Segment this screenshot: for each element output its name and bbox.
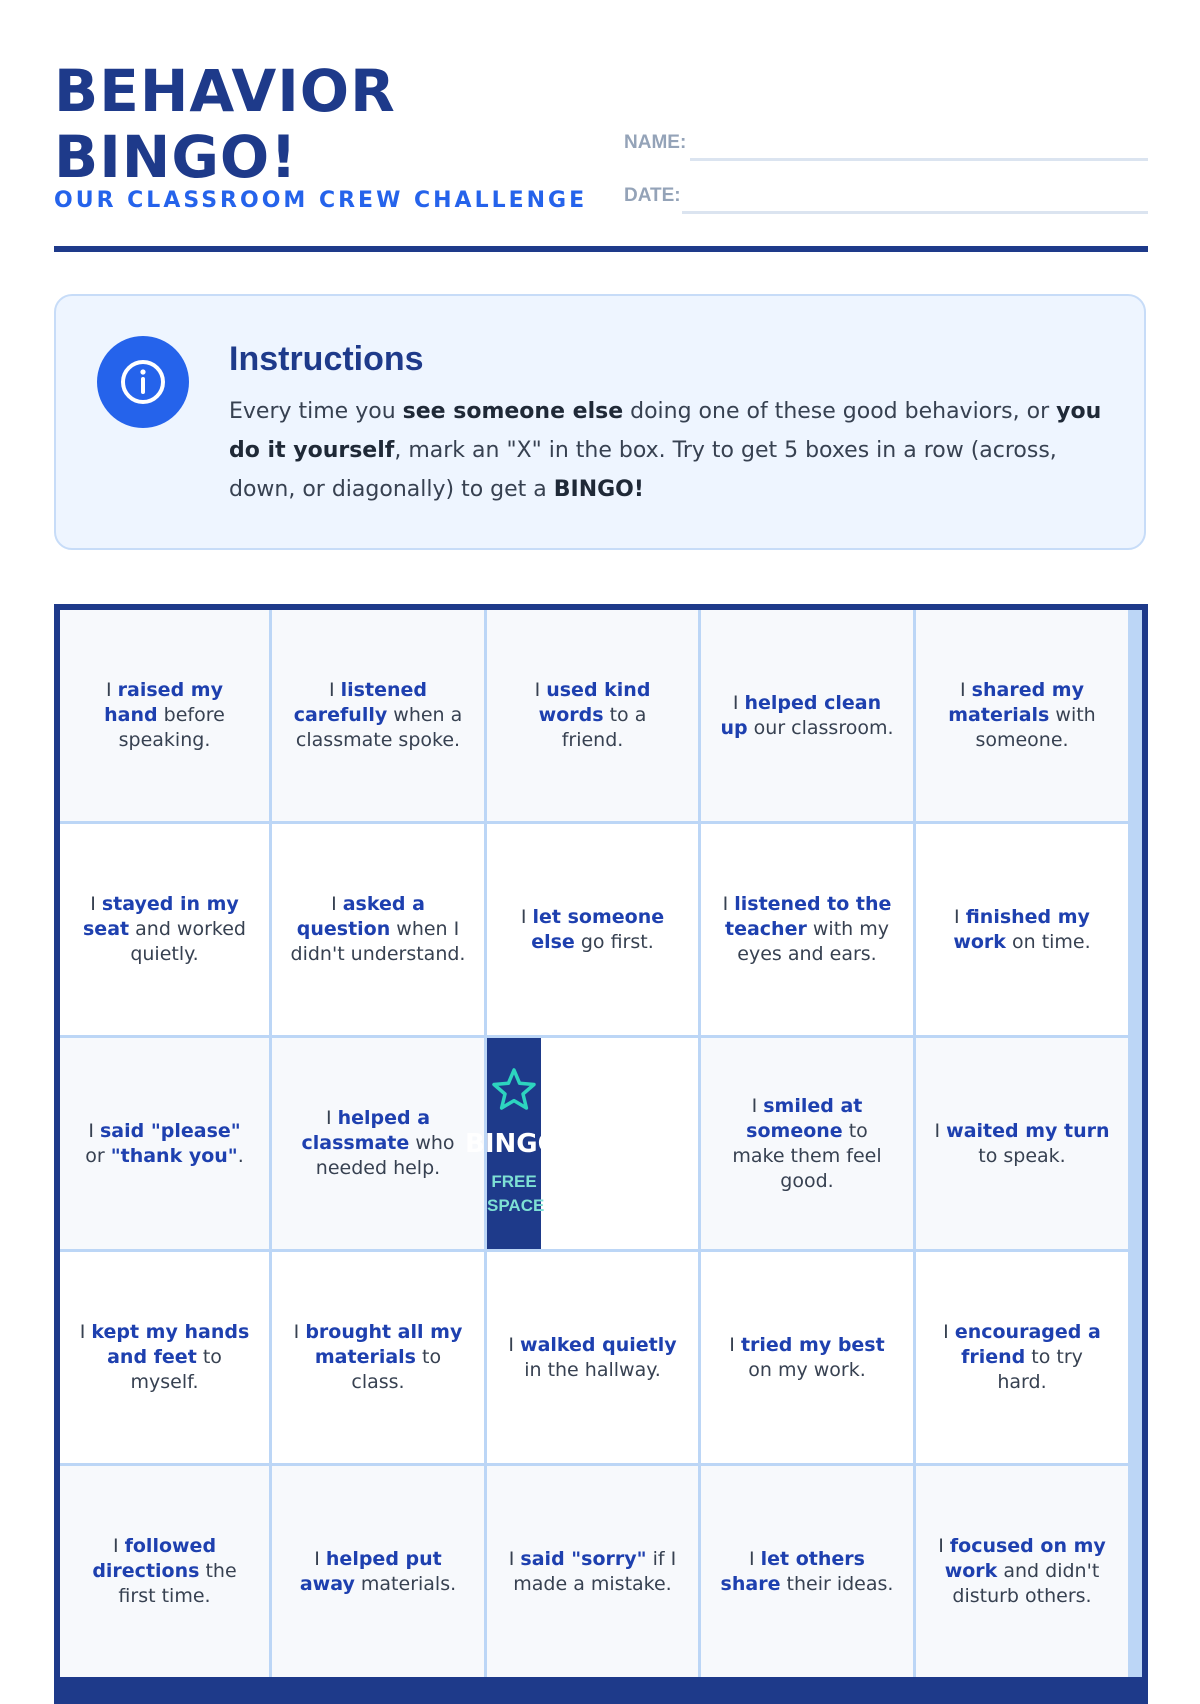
- header-divider: [54, 246, 1148, 252]
- bingo-cell-text: I kept my hands and feet to myself.: [79, 1321, 250, 1393]
- bingo-cell-text: I finished my work on time.: [953, 905, 1091, 953]
- bingo-cell-text: I helped a classmate who needed help.: [301, 1107, 455, 1179]
- bingo-cell-text: I followed directions the first time.: [92, 1535, 237, 1607]
- bingo-cell-text: I asked a question when I didn't understand.: [290, 893, 466, 965]
- bingo-cell[interactable]: [701, 1466, 913, 1677]
- bingo-cell[interactable]: [60, 1252, 269, 1463]
- bingo-cell-text: I encouraged a friend to try hard.: [943, 1321, 1101, 1393]
- date-label: DATE:: [624, 185, 681, 206]
- bingo-cell-text: I listened carefully when a classmate spoke.: [293, 679, 463, 751]
- bingo-cell-text: I let others share their ideas.: [720, 1547, 894, 1595]
- bingo-grid: [60, 610, 1142, 1677]
- info-icon: [97, 336, 189, 428]
- bingo-cell-text: I smiled at someone to make them feel good.: [732, 1094, 882, 1192]
- bingo-cell-text: I brought all my materials to class.: [293, 1321, 463, 1393]
- bingo-cell-text: I stayed in my seat and worked quietly.: [83, 893, 246, 965]
- bingo-cell-text: I let someone else go first.: [520, 905, 665, 953]
- instructions-panel: [54, 294, 1146, 550]
- instructions-title: Instructions: [229, 340, 424, 378]
- name-field[interactable]: [690, 158, 1148, 161]
- bingo-cell[interactable]: [701, 610, 913, 821]
- bingo-cell[interactable]: [272, 610, 484, 821]
- bingo-cell[interactable]: [60, 610, 269, 821]
- bingo-cell-text: I raised my hand before speaking.: [104, 679, 225, 751]
- bingo-cell[interactable]: [701, 1038, 913, 1249]
- date-field[interactable]: [682, 211, 1148, 214]
- bingo-cell-text: I walked quietly in the hallway.: [508, 1333, 677, 1381]
- bingo-cell-text: I listened to the teacher with my eyes and ears.: [722, 893, 892, 965]
- free-space-word: BINGO: [465, 1129, 560, 1159]
- bingo-cell[interactable]: [916, 1038, 1128, 1249]
- bingo-cell[interactable]: [487, 1252, 698, 1463]
- bingo-board: [54, 604, 1148, 1704]
- bingo-cell-text: I waited my turn to speak.: [934, 1119, 1110, 1167]
- bingo-cell[interactable]: [272, 1466, 484, 1677]
- bingo-cell[interactable]: [272, 824, 484, 1035]
- name-label: NAME:: [624, 132, 687, 153]
- bingo-cell-text: I said "please" or "thank you".: [85, 1119, 244, 1167]
- bingo-cell-text: I focused on my work and didn't disturb others.: [938, 1535, 1106, 1607]
- bingo-cell[interactable]: [916, 610, 1128, 821]
- bingo-cell[interactable]: [60, 1038, 269, 1249]
- free-space-cell[interactable]: [465, 1038, 698, 1249]
- worksheet-header: [54, 58, 1148, 253]
- bingo-cell-text: I helped put away materials.: [299, 1547, 457, 1595]
- page-subtitle: OUR CLASSROOM CREW CHALLENGE: [54, 188, 588, 213]
- free-space-tile: [465, 1038, 560, 1249]
- bingo-cell[interactable]: [701, 1252, 913, 1463]
- bingo-cell-text: I shared my materials with someone.: [948, 679, 1096, 751]
- bingo-cell-text: I tried my best on my work.: [729, 1333, 885, 1381]
- title-line-1: BEHAVIOR: [54, 57, 396, 125]
- instructions-text: Every time you see someone else doing one of these good behaviors, or you do it yourself, mark an "X" in the box. Try to get 5 boxes in a row (across, down, or diagonally) to get a BINGO!: [229, 399, 1102, 502]
- free-space-label: SPACE: [487, 1196, 545, 1215]
- title-line-2: BINGO!: [54, 123, 298, 191]
- bingo-cell[interactable]: [701, 824, 913, 1035]
- bingo-cell[interactable]: [916, 824, 1128, 1035]
- bingo-cell[interactable]: [487, 824, 698, 1035]
- bingo-cell-text: I used kind words to a friend.: [534, 679, 651, 751]
- bingo-cell-text: I helped clean up our classroom.: [720, 691, 894, 739]
- star-icon: [487, 1064, 541, 1118]
- bingo-cell[interactable]: [60, 824, 269, 1035]
- bingo-cell[interactable]: [487, 610, 698, 821]
- bingo-cell[interactable]: [272, 1252, 484, 1463]
- bingo-cell[interactable]: [487, 1466, 698, 1677]
- page-title: [54, 58, 396, 190]
- bingo-cell[interactable]: [60, 1466, 269, 1677]
- bingo-cell[interactable]: [916, 1252, 1128, 1463]
- free-space-label: FREE: [491, 1172, 537, 1191]
- bingo-cell-text: I said "sorry" if I made a mistake.: [508, 1547, 677, 1595]
- bingo-cell[interactable]: [916, 1466, 1128, 1677]
- bingo-cell[interactable]: [272, 1038, 484, 1249]
